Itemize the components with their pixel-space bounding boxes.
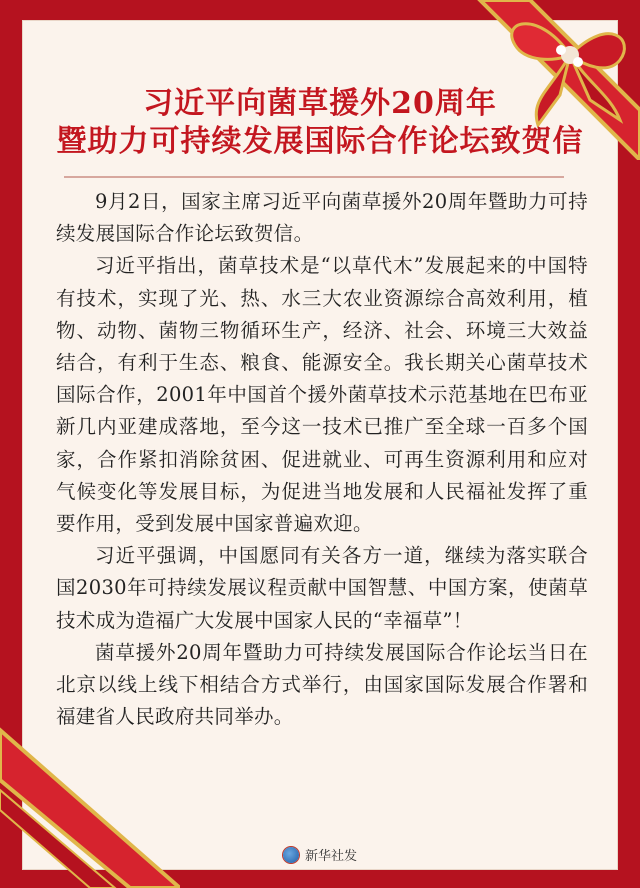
footer-credit <box>0 845 640 864</box>
title-divider <box>64 176 564 178</box>
paragraph: 习近平强调，中国愿同有关各方一道，继续为落实联合国2030年可持续发展议程贡献中国智慧、中国方案，使菌草技术成为造福广大发展中国家人民的“幸福草”！ <box>56 544 588 632</box>
paragraph: 9月2日，国家主席习近平向菌草援外20周年暨助力可持续发展国际合作论坛致贺信。 <box>56 190 588 246</box>
article-body <box>56 186 588 733</box>
paragraph: 菌草援外20周年暨助力可持续发展国际合作论坛当日在北京以线上线下相结合方式举行，由国家国际发展合作署和福建省人民政府共同举办。 <box>56 640 588 729</box>
footer-text: 新华社发 <box>304 849 357 864</box>
xinhua-logo-icon <box>283 847 299 863</box>
title-line-1: 习近平向菌草援外20周年 <box>143 86 497 121</box>
paragraph: 习近平指出，菌草技术是“以草代木”发展起来的中国特有技术，实现了光、热、水三大农业资源综合高效利用，植物、动物、菌物三物循环生产，经济、社会、环境三大效益结合，有利于生态、粮食、能源安全。我长期关心菌草技术国际合作，2001年中国首个援外菌草技术示范基地在巴布亚新几内亚建成落地，至今这一技术已推广至全球一百多个国家，合作紧扣消除贫困、促进就业、可再生资源利用和应对气候变化等发展目标，为促进当地发展和人民福祉发挥了重要作用，受到发展中国家普遍欢迎。 <box>56 254 588 536</box>
title-line-2: 暨助力可持续发展国际合作论坛致贺信 <box>56 124 584 159</box>
